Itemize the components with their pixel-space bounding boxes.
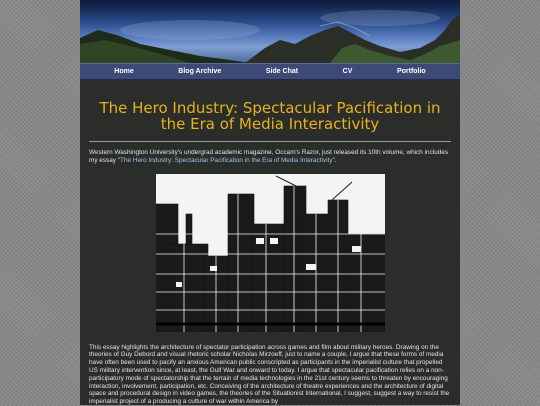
nav-home-link[interactable]: Home [114,68,134,75]
page-container [80,0,460,405]
intro-text: Western Washington University's undergrad academic magazine, Occam's Razor, just released its 10th volume, which includes my essay " [89,149,449,164]
post-intro-paragraph [89,149,451,165]
nav-cv-link[interactable]: CV [342,68,353,75]
post-figure-image [156,174,385,332]
nav-blog-archive-link[interactable]: Blog Archive [178,68,222,75]
header-banner-image [80,0,460,63]
main-nav [80,63,460,80]
post-content [80,100,460,406]
post-title[interactable]: The Hero Industry: Spectacular Pacification in the Era of Media Interactivity [99,99,441,133]
nav-side-chat-link[interactable]: Side Chat [265,68,299,75]
intro-end: ". [332,156,337,164]
nav-portfolio-link[interactable]: Portfolio [396,68,426,75]
title-divider [89,141,451,142]
essay-link[interactable]: The Hero Industry: Spectacular Pacification in the Era of Media Interactivity [120,156,333,164]
post-body-paragraph: This essay highlights the architecture of spectator participation across games and film about military heroes. Drawing on the theories of Guy Debord and visual rhetoric scholar Nicholas Mirzoeff, just to name a couple, I argue that these forms of media have often been used to pacify an anxious American public conscripted as participants in the imperialist culture that propelled US military intervention since, at least, the Gulf War and onward to today. I argue that spectacular pacification relies on a non-participatory mode of spectatorship that the terrain of media technologies in the 21st century seems to threaten by encouraging interaction, involvement, participation, etc. Conceiving of the architecture of theatre experiences and the architecture of digital space and procedural design in video games, the theories of the Situationist International, I suggest, suggest a way to resist the imperialist project of a producing a culture of war within America by [89,343,450,406]
